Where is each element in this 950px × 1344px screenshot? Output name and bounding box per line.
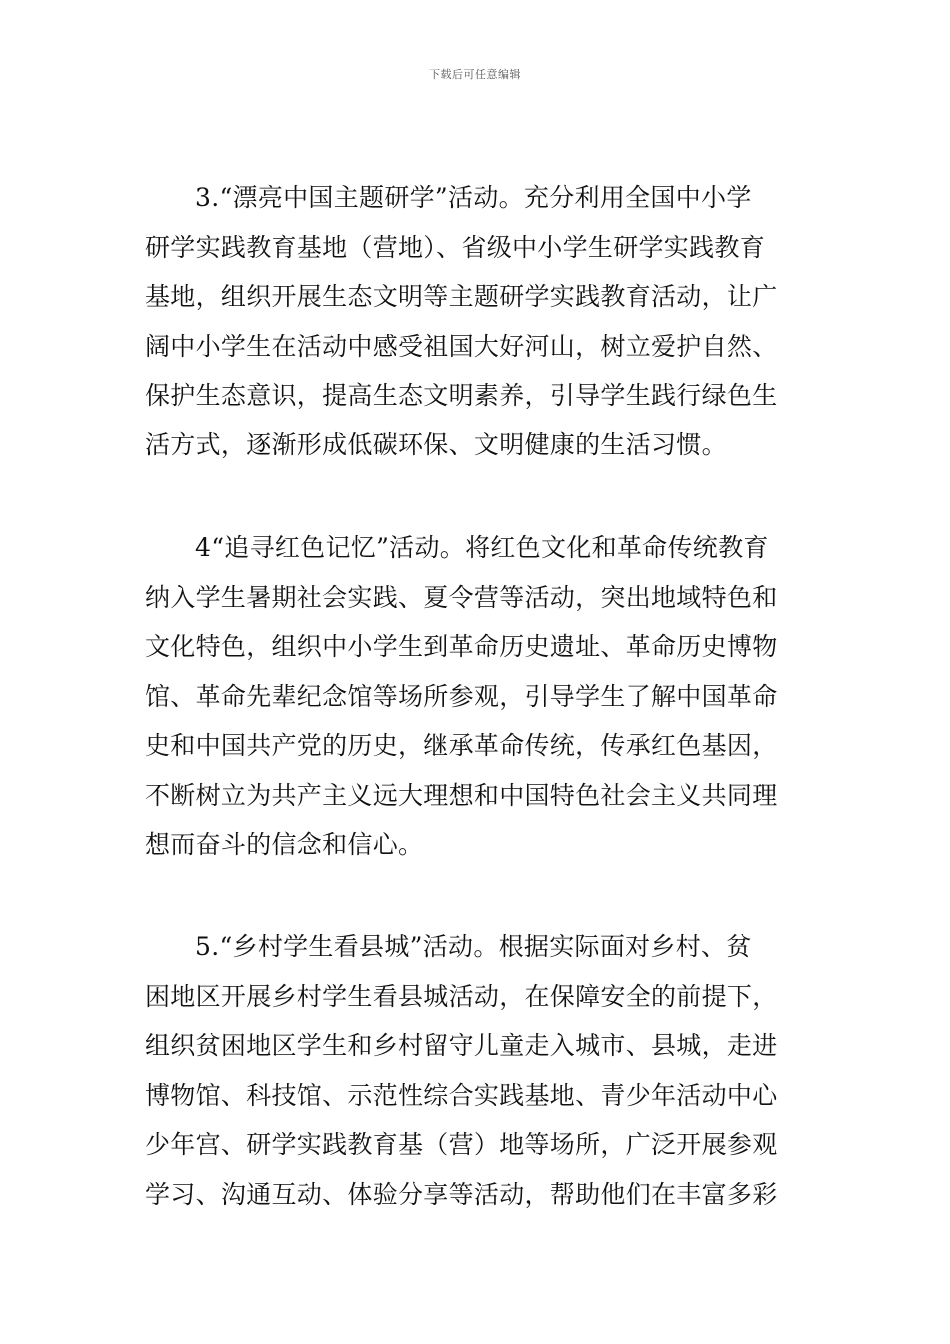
paragraph-5-line-2: 困地区开展乡村学生看县城活动，在保障安全的前提下，	[145, 982, 778, 1011]
paragraph-3-line-1: 3.“漂亮中国主题研学”活动。充分利用全国中小学	[195, 183, 752, 212]
page-header: 下载后可任意编辑	[429, 68, 521, 81]
paragraph-3-line-5: 保护生态意识，提高生态文明素养，引导学生践行绿色生	[145, 381, 778, 410]
paragraph-4-line-2: 纳入学生暑期社会实践、夏令营等活动，突出地域特色和	[145, 583, 778, 612]
paragraph-3-line-3: 基地，组织开展生态文明等主题研学实践教育活动，让广	[145, 282, 778, 311]
paragraph-4-line-4: 馆、革命先辈纪念馆等场所参观，引导学生了解中国革命	[145, 682, 778, 711]
paragraph-3-line-4: 阔中小学生在活动中感受祖国大好河山，树立爱护自然、	[145, 332, 778, 361]
paragraph-3-line-2: 研学实践教育基地（营地）、省级中小学生研学实践教育	[145, 233, 766, 262]
paragraph-5-line-4: 博物馆、科技馆、示范性综合实践基地、青少年活动中心	[145, 1081, 778, 1110]
paragraph-4-line-1: 4“追寻红色记忆”活动。将红色文化和革命传统教育	[195, 533, 769, 562]
paragraph-3-line-6: 活方式，逐渐形成低碳环保、文明健康的生活习惯。	[145, 430, 727, 459]
paragraph-5-line-3: 组织贫困地区学生和乡村留守儿童走入城市、县城，走进	[145, 1031, 778, 1060]
paragraph-5-line-6: 学习、沟通互动、体验分享等活动，帮助他们在丰富多彩	[145, 1180, 778, 1209]
paragraph-5-line-5: 少年宫、研学实践教育基（营）地等场所，广泛开展参观	[145, 1130, 778, 1159]
paragraph-5-line-1: 5.“乡村学生看县城”活动。根据实际面对乡村、贫	[195, 932, 752, 961]
paragraph-4-line-5: 史和中国共产党的历史，继承革命传统，传承红色基因，	[145, 731, 778, 760]
paragraph-4-line-7: 想而奋斗的信念和信心。	[145, 830, 424, 859]
paragraph-4-line-3: 文化特色，组织中小学生到革命历史遗址、革命历史博物	[145, 632, 778, 661]
paragraph-4-line-6: 不断树立为共产主义远大理想和中国特色社会主义共同理	[145, 781, 778, 810]
